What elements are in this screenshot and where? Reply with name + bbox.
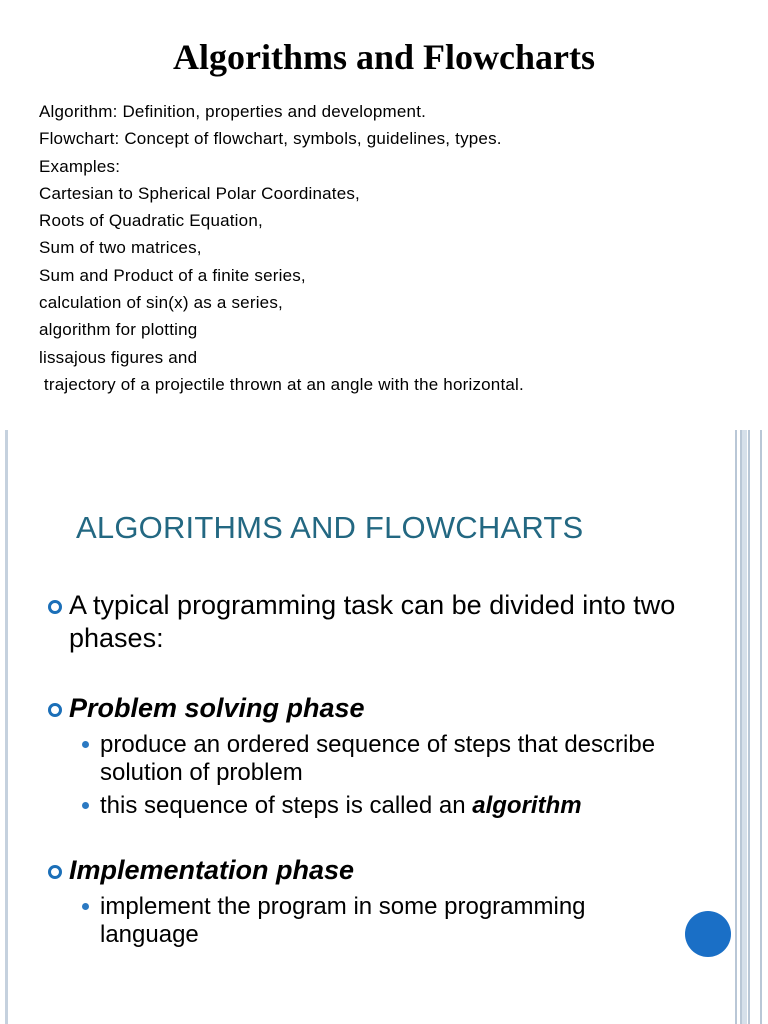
- bullet-item: [48, 589, 698, 655]
- sub-bullet-prefix: this sequence of steps is called an: [100, 792, 473, 819]
- slide: [0, 430, 768, 1024]
- slide-right-rule: [735, 430, 737, 1024]
- slide-right-rule: [748, 430, 750, 1024]
- bullet-ring-icon: [48, 600, 62, 614]
- bullet-dot-icon: [82, 903, 89, 910]
- decorative-circle: [685, 911, 731, 957]
- intro-line: Sum of two matrices,: [39, 238, 202, 258]
- bullet-text: A typical programming task can be divided into two phases:: [69, 590, 676, 653]
- bullet-dot-icon: [82, 802, 89, 809]
- intro-line: Sum and Product of a finite series,: [39, 265, 306, 285]
- intro-text: [39, 98, 759, 398]
- bullet-dot-icon: [82, 741, 89, 748]
- slide-right-rule: [740, 430, 742, 1024]
- sub-bullet-text: implement the program in some programming language: [100, 893, 586, 948]
- sub-bullet-text: [82, 792, 582, 820]
- section-title: Problem solving phase: [69, 693, 365, 723]
- slide-left-border: [5, 430, 8, 1024]
- bullet-ring-icon: [48, 703, 62, 717]
- emphasis-term: algorithm: [472, 792, 582, 819]
- intro-line: Algorithm: Definition, properties and development.: [39, 102, 427, 121]
- intro-line: Cartesian to Spherical Polar Coordinates,: [39, 183, 360, 203]
- intro-line: Flowchart: Concept of flowchart, symbols, guidelines, types.: [39, 129, 502, 149]
- sub-bullet-item: [82, 893, 642, 949]
- slide-heading: ALGORITHMS AND FLOWCHARTS: [76, 510, 584, 545]
- sub-bullet-item: [82, 731, 702, 787]
- sub-bullet-item: [82, 792, 582, 820]
- intro-line: algorithm for plotting: [39, 320, 198, 340]
- intro-line: Roots of Quadratic Equation,: [39, 211, 263, 231]
- bullet-ring-icon: [48, 865, 62, 879]
- bullet-item: [48, 692, 365, 725]
- intro-line: calculation of sin(x) as a series,: [39, 293, 283, 313]
- slide-right-rule: [760, 430, 762, 1024]
- section-title: Implementation phase: [69, 855, 355, 885]
- intro-line: trajectory of a projectile thrown at an angle with the horizontal.: [39, 374, 524, 394]
- intro-line: lissajous figures and: [39, 347, 198, 367]
- bullet-item: [48, 854, 354, 887]
- intro-line: Examples:: [39, 156, 121, 176]
- sub-bullet-text: produce an ordered sequence of steps that describe solution of problem: [100, 731, 656, 786]
- document-title: Algorithms and Flowcharts: [173, 37, 595, 77]
